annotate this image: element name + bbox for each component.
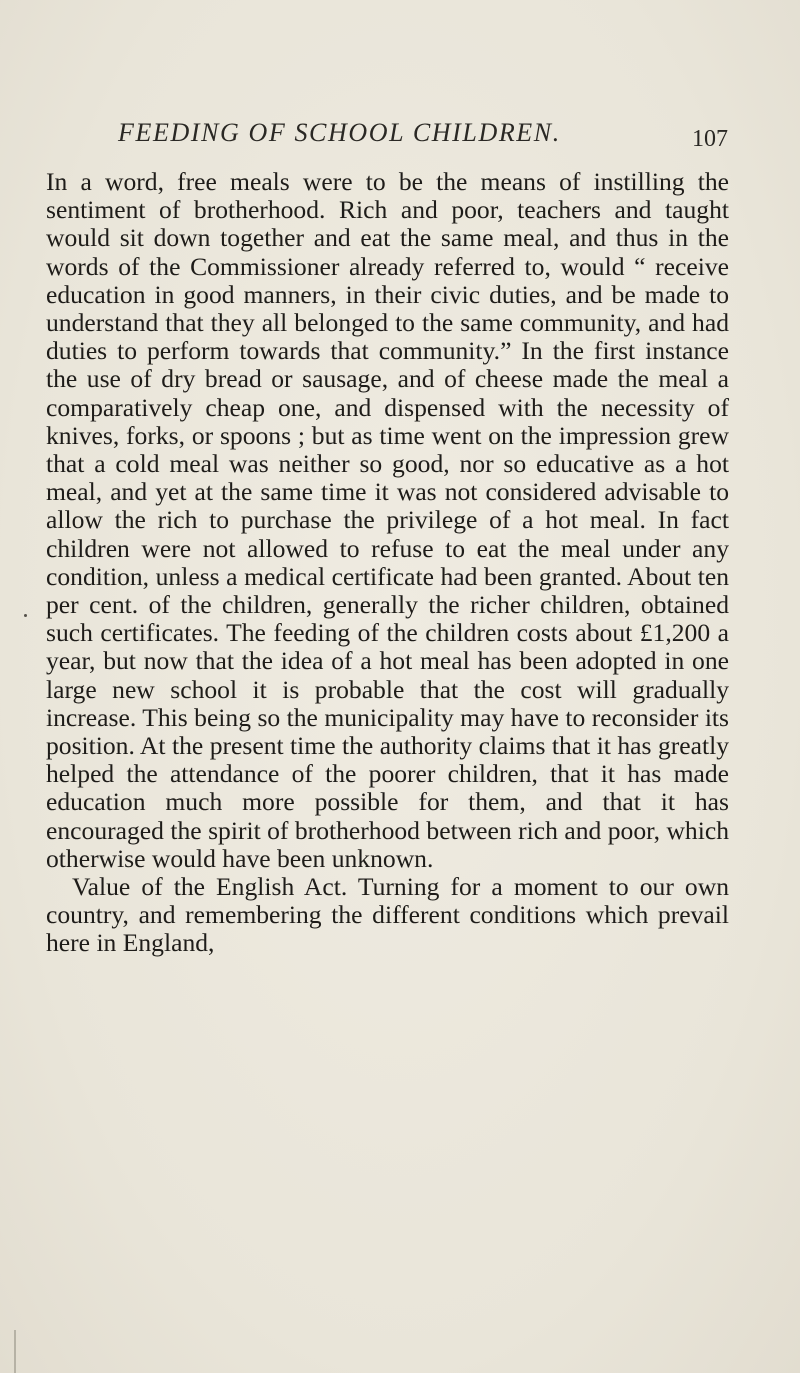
running-title: FEEDING OF SCHOOL CHILDREN. [118, 118, 561, 147]
body-text [46, 168, 729, 958]
margin-dot-mark [24, 614, 27, 617]
paragraph: Value of the English Act. Turning for a moment to our own country, and remembering the different conditions which prevail here in England, [46, 872, 729, 958]
paragraph: In a word, free meals were to be the means of instilling the sentiment of brotherhood. Rich and poor, teachers and taught would sit down together and eat the same meal, and thus in the words of the Commissioner already referred to, would “ receive education in good manners, in their civic duties, and be made to understand that they all belonged to the same community, and had duties to perform towards that community.” In the first instance the use of dry bread or sausage, and of cheese made the meal a comparatively cheap one, and dispensed with the necessity of knives, forks, or spoons ; but as time went on the impression grew that a cold meal was neither so good, nor so educative as a hot meal, and yet at the same time it was not considered advisable to allow the rich to purchase the privilege of a hot meal. In fact children were not allowed to refuse to eat the meal under any condition, unless a medical certificate had been granted. About ten per cent. of the children, generally the richer children, obtained such certificates. The feeding of the children costs about £1,200 a year, but now that the idea of a hot meal has been adopted in one large new school it is probable that the cost will gradually increase. This being so the municipality may have to reconsider its position. At the present time the authority claims that it has greatly helped the attendance of the poorer children, that it has made education much more possible for them, and that it has encouraged the spirit of brotherhood between rich and poor, which otherwise would have been unknown. [46, 167, 729, 873]
page-number: 107 [692, 126, 728, 152]
page-header [118, 118, 728, 162]
page-edge-mark [14, 1330, 16, 1373]
